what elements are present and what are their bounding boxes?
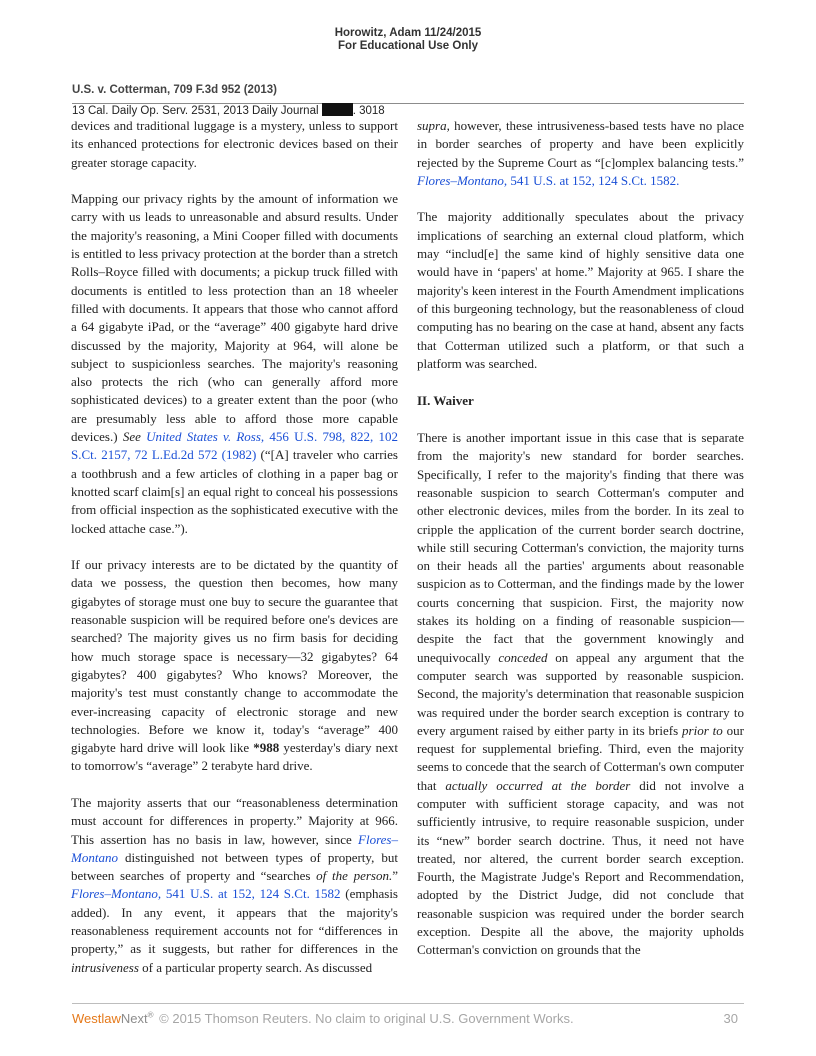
case-link-flores-montano[interactable]: Flores–Montano	[71, 831, 398, 865]
parallel-citation-end: . 3018	[352, 105, 385, 117]
copyright-notice: © 2015 Thomson Reuters. No claim to original U.S. Government Works.	[155, 1011, 574, 1027]
header-usage-note: For Educational Use Only	[338, 40, 478, 52]
page-number: 30	[723, 1011, 738, 1026]
case-link-ross[interactable]: United States v. Ross, 456 U.S. 798, 822, 102 S.Ct. 2157, 72 L.Ed.2d 572 (1982)	[71, 429, 399, 463]
section-heading-waiver: II. Waiver	[417, 393, 474, 409]
parallel-citation-text: 13 Cal. Daily Op. Serv. 2531, 2013 Daily Journal	[72, 105, 319, 117]
right-column	[417, 117, 744, 978]
signal-see: See	[122, 429, 141, 445]
left-column	[71, 117, 398, 995]
paragraph: supra, however, these intrusiveness-based tests have no place in border searches of property and have been explicitly rejected by the Supreme Court as “[c]omplex balancing tests.” Flores–Montano, 541 U.S. at 152, 124 S.Ct. 1582.	[417, 118, 744, 188]
paragraph: devices and traditional luggage is a mystery, unless to support its enhanced protections for electronic devices based on their greater storage capacity.	[71, 118, 398, 170]
paragraph: The majority additionally speculates about the privacy implications of searching an external cloud platform, which may “includ[e] the same kind of highly sensitive data one would have in ‘papers' at home.” Majority at 965. I share the majority's keen interest in the Fourth Amendment implications of this burgeoning technology, but the reasonableness of cloud computing has no bearing on the case at hand, absent any facts that Cotterman utilized such a platform, or that such a platform was searched.	[417, 209, 744, 371]
footer-divider	[72, 1003, 744, 1004]
page-footer	[72, 1011, 744, 1029]
case-link-flores-montano-cite[interactable]: Flores–Montano, 541 U.S. at 152, 124 S.Ct. 1582.	[417, 172, 680, 188]
case-link-flores-montano-cite[interactable]: Flores–Montano, 541 U.S. at 152, 124 S.Ct. 1582	[71, 886, 341, 902]
paragraph: Mapping our privacy rights by the amount of information we carry with us leads to unreasonable and absurd results. Under the majority's reasoning, a Mini Cooper filled with documents is entitled to less privacy protection at the border than a stretch Rolls–Royce filled with documents; a pickup truck filled with documents is entitled to less protection than an 18 wheeler filled with documents. It appears that those who cannot afford a 64 gigabyte iPad, or the “average” 400 gigabyte hard drive discussed by the majority, Majority at 964, will alone be subject to suspicionless searches. The majority's reasoning also protects the rich (who can generally afford more sophisticated devices) to a greater extent than the poor (who are presumably less able to afford those more capable devices.) See United States v. Ross, 456 U.S. 798, 822, 102 S.Ct. 2157, 72 L.Ed.2d 572 (1982) (“[A] traveler who carries a toothbrush and a few articles of clothing in a paper bag or knotted scarf claim[s] an equal right to conceal his possessions from official inspection as the sophisticated executive with the locked attache case.”).	[71, 191, 399, 536]
star-page-marker: *988	[253, 740, 280, 756]
page-header	[0, 27, 816, 53]
paragraph: The majority asserts that our “reasonableness determination must account for differences in property.” Majority at 966. This assertion has no basis in law, however, since Flores–Montano distinguished not between types of property, but between searches of property and “searches of the person.” Flores–Montano, 541 U.S. at 152, 124 S.Ct. 1582 (emphasis added). In any event, it appears that the majority's reasonableness requirement accounts not for “differences in property,” as it suggests, but rather for differences in the intrusiveness of a particular property search. As discussed	[71, 794, 398, 975]
redaction-block	[322, 103, 353, 116]
paragraph: There is another important issue in this case that is separate from the majority's new standard for border searches. Specifically, I refer to the majority's finding that there was reasonable suspicion to search Cotterman's computer and other electronic devices, miles from the border. In its zeal to cripple the application of the current border search doctrine, while still securing Cotterman's conviction, the majority turns on their heads all the parties' arguments about reasonable suspicion as to Cotterman, and the findings made by the lower courts concerning that suspicion. First, the majority now stakes its holding on a finding of reasonable suspicion—despite the fact that the government knowingly and unequivocally conceded on appeal any argument that the computer search was supported by reasonable suspicion. Second, the majority's determination that reasonable suspicion was required under the border search exception is contrary to every argument raised by either party in its briefs prior to our request for supplemental briefing. Third, even the majority seems to concede that the search of Cotterman's own computer that actually occurred at the border did not involve a computer with sufficient storage capacity, and was not sufficiently intrusive, to require reasonable suspicion, under its “new” border search doctrine. Thus, it need not have treated, nor altered, the current border search exception. Fourth, the Magistrate Judge's Report and Recommendation, adopted by the District Judge, did not conclude that reasonable suspicion was required under the border search exception. Despite all the above, the majority upholds Cotterman's conviction on grounds that the	[417, 430, 744, 958]
case-citation-title: U.S. v. Cotterman, 709 F.3d 952 (2013)	[72, 84, 277, 96]
paragraph: If our privacy interests are to be dictated by the quantity of data we possess, the question then becomes, how many gigabytes of storage must one buy to secure the guarantee that reasonable suspicion will be required before one's devices are searched? The majority gives us no firm basis for deciding how much storage space is necessary—32 gigabytes? 64 gigabytes? 400 gigabytes? Who knows? Moreover, the majority's test must constantly change to accommodate the ever-increasing capacity of electronic storage and new technologies. Before we know it, today's “average” 400 gigabyte hard drive will look like *988 yesterday's diary next to tomorrow's “average” 2 terabyte hard drive.	[71, 557, 398, 774]
westlawnext-logo: WestlawNext®	[72, 1011, 154, 1027]
header-user-date: Horowitz, Adam 11/24/2015	[334, 27, 482, 39]
